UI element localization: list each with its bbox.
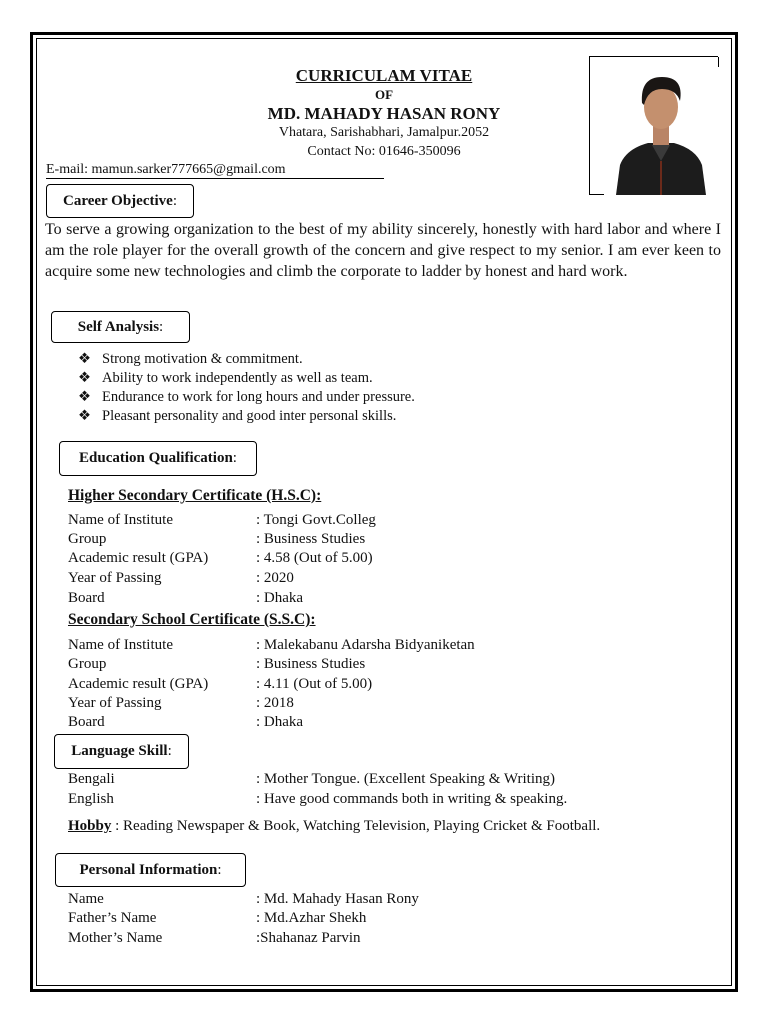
language-heading: [54, 734, 189, 769]
self-analysis-item: Ability to work independently as well as team.: [102, 370, 373, 386]
cv-of: OF: [374, 87, 394, 102]
row-value: : Md. Mahady Hasan Rony: [256, 891, 419, 907]
language-colon: :: [167, 743, 172, 759]
list-item: [78, 388, 415, 407]
row-key: Board: [68, 714, 105, 730]
row-key: Year of Passing: [68, 695, 162, 711]
list-item: [78, 350, 415, 369]
row-value: : Tongi Govt.Colleg: [256, 512, 376, 528]
ssc-heading: Secondary School Certificate (S.S.C):: [68, 611, 316, 628]
row-key: Mother’s Name: [68, 930, 163, 946]
personal-info-heading: [55, 853, 246, 887]
row-key: Year of Passing: [68, 570, 162, 586]
row-value: : Mother Tongue. (Excellent Speaking & Writing): [256, 771, 555, 787]
row-value: : Business Studies: [256, 531, 366, 547]
self-analysis-item: Endurance to work for long hours and under pressure.: [102, 389, 415, 405]
career-objective-heading: [46, 184, 194, 218]
cv-address: Vhatara, Sarishabhari, Jamalpur.2052: [278, 125, 490, 140]
row-value: : Have good commands both in writing & speaking.: [256, 791, 568, 807]
row-key: English: [68, 791, 114, 807]
diamond-bullet-icon: ❖: [78, 408, 91, 424]
row-value: : Malekabanu Adarsha Bidyaniketan: [256, 637, 475, 653]
row-key: Academic result (GPA): [68, 550, 209, 566]
diamond-bullet-icon: ❖: [78, 351, 91, 367]
row-value: : Dhaka: [256, 590, 304, 606]
self-analysis-heading: [51, 311, 190, 343]
cv-contact: Contact No: 01646-350096: [307, 144, 461, 159]
row-value: : 4.58 (Out of 5.00): [256, 550, 373, 566]
hobby-text: : Reading Newspaper & Book, Watching Television, Playing Cricket & Football.: [111, 818, 601, 834]
personal-info-colon: :: [217, 861, 222, 878]
row-key: Group: [68, 531, 107, 547]
row-key: Bengali: [68, 771, 115, 787]
education-colon: :: [232, 450, 237, 466]
row-value: : Business Studies: [256, 656, 366, 672]
self-analysis-item: Strong motivation & commitment.: [102, 351, 303, 367]
hobby-label: Hobby: [68, 818, 112, 834]
row-value: : Dhaka: [256, 714, 304, 730]
self-analysis-label: Self Analysis: [77, 318, 160, 335]
row-key: Name of Institute: [68, 637, 173, 653]
row-value: : 4.11 (Out of 5.00): [256, 676, 373, 692]
hobby-line: [68, 817, 628, 835]
row-key: Name: [68, 891, 104, 907]
cv-title: CURRICULAM VITAE: [295, 66, 473, 85]
row-key: Father’s Name: [68, 910, 157, 926]
diamond-bullet-icon: ❖: [78, 389, 91, 405]
self-analysis-list: [78, 350, 415, 426]
career-objective-text: To serve a growing organization to the best of my ability sincerely, honestly with hard labor and where I am the role player for the overall growth of the concern and give respect to my senior. I am ever keen to acquire some new technologies and climb the corporate to ladder by honest and hard work.: [45, 221, 721, 280]
self-analysis-colon: :: [159, 318, 164, 335]
row-key: Board: [68, 590, 105, 606]
row-value: :Shahanaz Parvin: [256, 930, 361, 946]
row-key: Name of Institute: [68, 512, 173, 528]
language-label: Language Skill: [71, 743, 168, 759]
profile-photo-frame: [589, 56, 718, 195]
diamond-bullet-icon: ❖: [78, 370, 91, 386]
list-item: [78, 369, 415, 388]
personal-info-label: Personal Information: [79, 861, 218, 878]
education-label: Education Qualification: [79, 450, 233, 466]
profile-photo-icon: [604, 65, 718, 195]
career-objective-colon: :: [172, 192, 177, 209]
cv-email: E-mail: mamun.sarker777665@gmail.com: [46, 162, 384, 179]
row-value: : 2018: [256, 695, 294, 711]
row-value: : 2020: [256, 570, 294, 586]
row-value: : Md.Azhar Shekh: [256, 910, 367, 926]
education-heading: [59, 441, 257, 476]
self-analysis-item: Pleasant personality and good inter personal skills.: [102, 408, 397, 424]
row-key: Group: [68, 656, 107, 672]
list-item: [78, 407, 415, 426]
row-key: Academic result (GPA): [68, 676, 209, 692]
hsc-heading: Higher Secondary Certificate (H.S.C):: [68, 487, 322, 504]
cv-name: MD. MAHADY HASAN RONY: [267, 104, 501, 123]
career-objective-label: Career Objective: [63, 192, 173, 209]
